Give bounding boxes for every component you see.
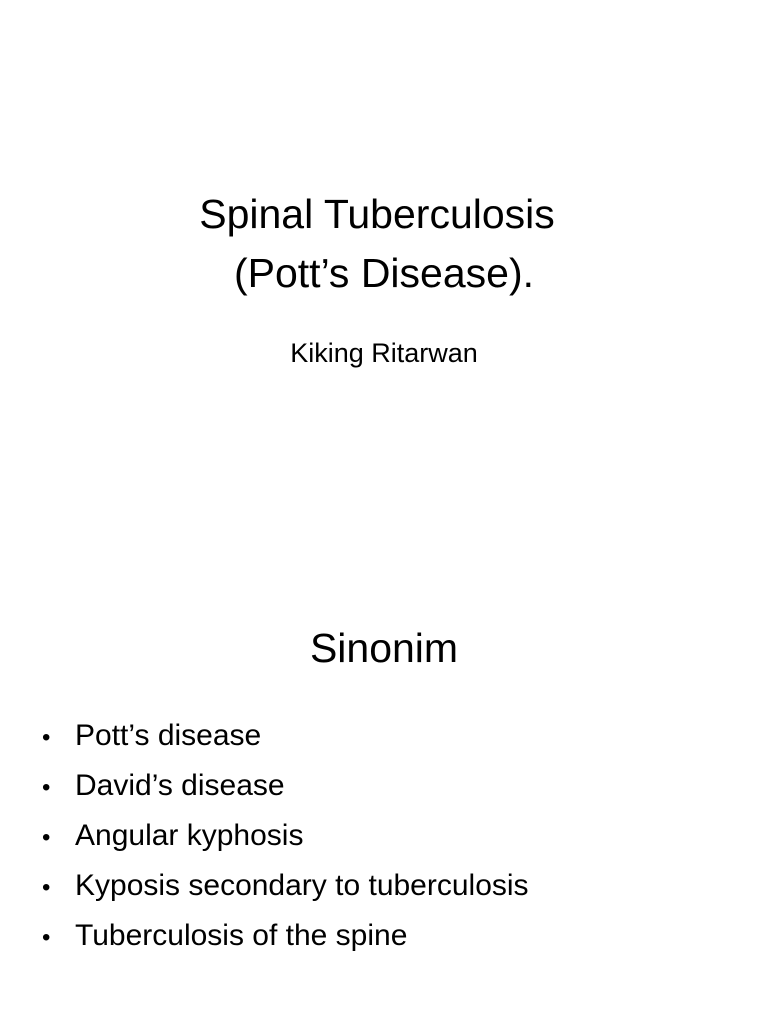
list-item	[42, 816, 529, 866]
list-item-text: David’s disease	[75, 769, 285, 802]
slide-title-line-2: (Pott’s Disease).	[233, 250, 534, 296]
bullet-icon: •	[42, 774, 51, 801]
slide-heading: Sinonim	[309, 625, 459, 671]
bullet-icon: •	[42, 724, 51, 751]
list-item-text: Pott’s disease	[75, 719, 262, 752]
bullet-icon: •	[42, 874, 51, 901]
list-item-text: Tuberculosis of the spine	[75, 919, 408, 952]
synonyms-slide	[0, 576, 768, 1024]
slide-title-line-1: Spinal Tuberculosis	[199, 191, 555, 237]
list-item	[42, 766, 529, 816]
list-item-text: Angular kyphosis	[75, 819, 304, 852]
bullet-icon: •	[42, 824, 51, 851]
list-item-text: Kyposis secondary to tuberculosis	[75, 869, 529, 902]
list-item	[42, 916, 529, 966]
list-item	[42, 866, 529, 916]
author-name: Kiking Ritarwan	[290, 338, 478, 368]
bullet-icon: •	[42, 924, 51, 951]
list-item	[42, 716, 529, 766]
synonym-list	[42, 716, 529, 966]
